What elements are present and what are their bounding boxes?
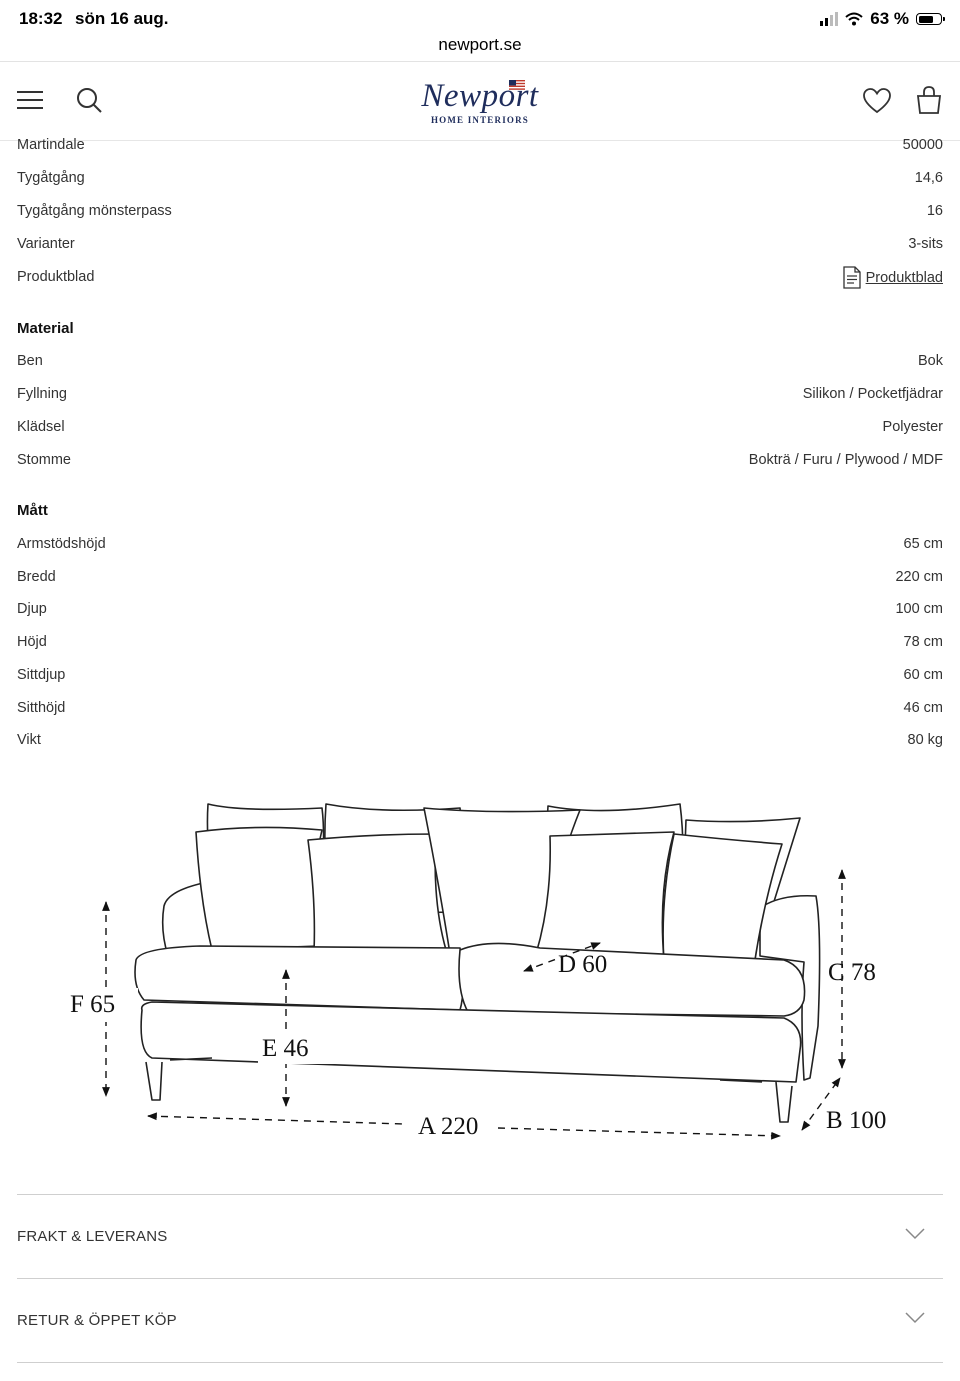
- sofa-outline: [135, 804, 820, 1122]
- accordion-label: FRAKT & LEVERANS: [17, 1228, 168, 1245]
- dim-label-f: F 65: [70, 991, 116, 1018]
- spec-row-tygatgang: [17, 168, 943, 192]
- spec-row-produktblad: [17, 264, 943, 294]
- produktblad-link[interactable]: [842, 266, 943, 289]
- chevron-down-icon: [905, 1227, 925, 1241]
- shopping-bag-icon[interactable]: [914, 85, 944, 115]
- spec-key: Produktblad: [17, 269, 95, 285]
- produktblad-link-wrap: [842, 266, 943, 289]
- cellular-signal-icon: [820, 12, 838, 26]
- spec-row-djup: [17, 599, 943, 623]
- spec-value: 100 cm: [895, 601, 943, 617]
- logo-name: Newport: [421, 78, 539, 114]
- spec-value: 80 kg: [907, 732, 943, 748]
- spec-row-martindale: [17, 135, 943, 159]
- spec-value: Silikon / Pocketfjädrar: [802, 386, 943, 402]
- spec-row-armstodshojd: [17, 534, 943, 558]
- heart-icon[interactable]: [862, 87, 892, 115]
- spec-value: 16: [926, 203, 943, 219]
- logo-subtitle: HOME INTERIORS: [430, 115, 530, 125]
- spec-key: Armstödshöjd: [17, 536, 106, 552]
- document-icon: [842, 266, 862, 289]
- spec-row-hojd: [17, 632, 943, 656]
- spec-key: Höjd: [17, 634, 47, 650]
- spec-row-stomme: [17, 450, 943, 474]
- status-indicators: [820, 9, 942, 29]
- spec-value: 46 cm: [903, 700, 943, 716]
- spec-row-ben: [17, 351, 943, 375]
- spec-key: Bredd: [17, 569, 56, 585]
- status-time: 18:32: [19, 9, 63, 28]
- spec-value: 14,6: [914, 170, 943, 186]
- status-bar: [0, 0, 960, 36]
- spec-value: 78 cm: [903, 634, 943, 650]
- spec-value: Polyester: [882, 419, 943, 435]
- section-title-material: Material: [17, 320, 74, 337]
- spec-row-bredd: [17, 567, 943, 591]
- spec-key: Sittdjup: [17, 667, 66, 683]
- newport-logo[interactable]: [380, 72, 580, 134]
- wifi-icon: [845, 12, 863, 26]
- sofa-dimension-diagram: [40, 790, 920, 1150]
- spec-row-vikt: [17, 730, 943, 754]
- spec-key: Klädsel: [17, 419, 65, 435]
- accordion-retur-oppet-kop[interactable]: [17, 1278, 943, 1362]
- site-header: [0, 61, 960, 141]
- spec-value: 50000: [902, 137, 943, 153]
- spec-row-monsterpass: [17, 201, 943, 225]
- spec-key: Ben: [17, 353, 43, 369]
- status-date: sön 16 aug.: [75, 9, 169, 28]
- spec-key: Fyllning: [17, 386, 67, 402]
- spec-value: 60 cm: [903, 667, 943, 683]
- chevron-down-icon: [905, 1311, 925, 1325]
- spec-value: Bok: [918, 353, 943, 369]
- section-title-matt: Mått: [17, 502, 48, 519]
- accordion-frakt-leverans[interactable]: [17, 1194, 943, 1278]
- spec-key: Stomme: [17, 452, 71, 468]
- produktblad-link-label: Produktblad: [865, 269, 943, 286]
- dim-label-c: C 78: [828, 959, 876, 986]
- spec-key: Varianter: [17, 236, 75, 252]
- spec-key: Tygåtgång mönsterpass: [17, 203, 172, 219]
- spec-value: 3-sits: [908, 236, 943, 252]
- spec-key: Djup: [17, 601, 47, 617]
- browser-url[interactable]: newport.se: [438, 35, 522, 54]
- dim-label-a: A 220: [418, 1113, 479, 1140]
- spec-value: Bokträ / Furu / Plywood / MDF: [748, 452, 943, 468]
- dim-label-d: D 60: [558, 951, 608, 978]
- divider: [17, 1362, 943, 1363]
- dim-label-e: E 46: [262, 1035, 309, 1062]
- spec-row-fyllning: [17, 384, 943, 408]
- dim-label-b: B 100: [826, 1107, 887, 1134]
- spec-key: Vikt: [17, 732, 41, 748]
- spec-value: 65 cm: [903, 536, 943, 552]
- search-icon[interactable]: [74, 85, 104, 115]
- spec-key: Martindale: [17, 137, 85, 153]
- spec-row-kladsel: [17, 417, 943, 441]
- spec-row-varianter: [17, 234, 943, 258]
- spec-row-sittdjup: [17, 665, 943, 689]
- spec-value: 220 cm: [895, 569, 943, 585]
- battery-icon: [916, 13, 942, 25]
- spec-key: Sitthöjd: [17, 700, 66, 716]
- battery-percent: 63 %: [870, 9, 909, 28]
- accordion-label: RETUR & ÖPPET KÖP: [17, 1312, 177, 1329]
- menu-icon[interactable]: [17, 88, 43, 112]
- spec-row-sitthojd: [17, 698, 943, 722]
- spec-key: Tygåtgång: [17, 170, 85, 186]
